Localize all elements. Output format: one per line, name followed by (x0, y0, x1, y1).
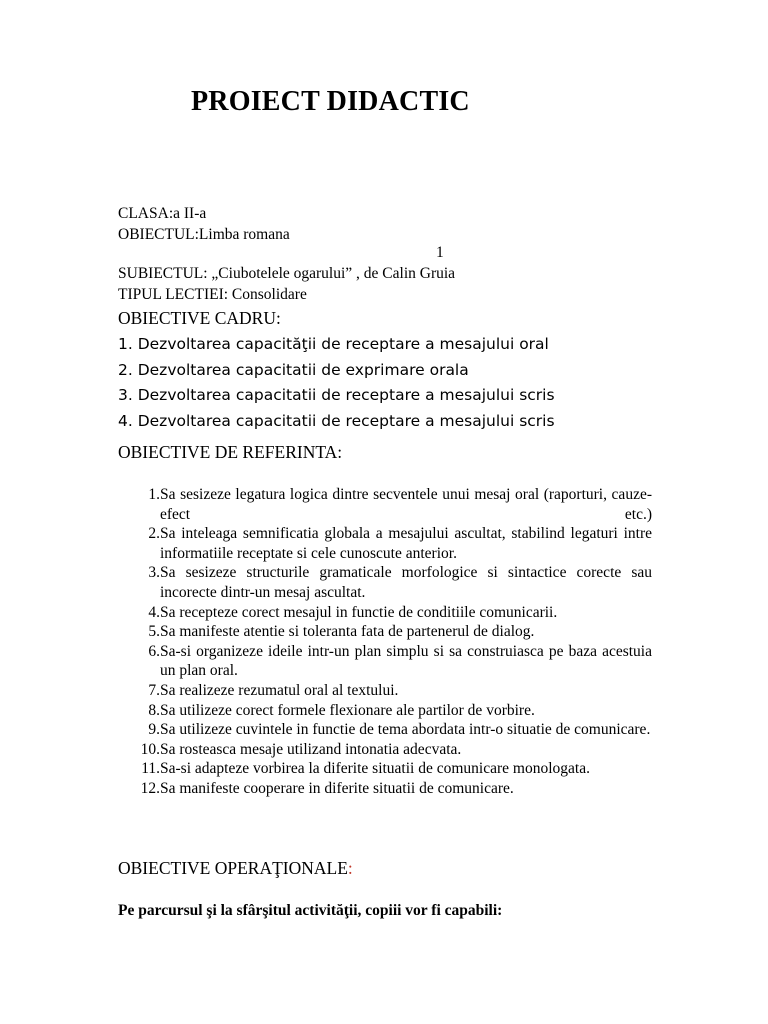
item-text: Sa sesizeze legatura logica dintre secventele unui mesaj oral (raporturi, cauze-efect etc.) (160, 486, 652, 523)
item-number: 6. (148, 642, 160, 660)
item-text: Sa inteleaga semnificatia globala a mesajului ascultat, stabilind legaturi intre informatiile receptate si cele cunoscute anterior. (160, 525, 652, 562)
item-text: Sa utilizeze corect formele flexionare ale partilor de vorbire. (160, 701, 535, 719)
item-text: Sa manifeste cooperare in diferite situatii de comunicare. (160, 779, 514, 797)
list-item (118, 740, 652, 760)
item-text: Sa recepteze corect mesajul in functie de conditiile comunicarii. (160, 603, 558, 621)
item-number: 5. (148, 623, 160, 641)
list-item (118, 642, 652, 681)
framework-objective: 4. Dezvoltarea capacitatii de receptare a mesajului scris (118, 411, 555, 430)
item-text: Sa sesizeze structurile gramaticale morfologice si sintactice corecte sau incorecte dintr-un mesaj ascultat. (160, 564, 652, 601)
list-item (118, 701, 652, 721)
list-item (118, 622, 652, 642)
lesson-type-line: TIPUL LECTIEI: Consolidare (118, 286, 307, 303)
item-number: 9. (148, 721, 160, 739)
item-number: 3. (148, 564, 160, 582)
framework-objective: 1. Dezvoltarea capacităţii de receptare a mesajului oral (118, 335, 549, 353)
item-text: Sa realizeze rezumatul oral al textului. (160, 681, 399, 699)
heading-colon: : (347, 858, 353, 878)
list-item (118, 720, 652, 740)
item-number: 8. (148, 701, 160, 719)
lesson-topic-line: SUBIECTUL: „Ciubotelele ogarului” , de Calin Gruia (118, 265, 456, 282)
item-text: Sa-si adapteze vorbirea la diferite situatii de comunicare monologata. (160, 760, 590, 778)
item-number: 2. (148, 525, 160, 543)
item-text: Sa utilizeze cuvintele in functie de tema abordata intr-o situatie de comunicare. (160, 721, 651, 739)
operational-objectives-heading-text: OBIECTIVE OPERAŢIONALE (118, 858, 348, 878)
reference-objectives-list (118, 485, 652, 799)
item-number: 7. (148, 681, 160, 699)
operational-objectives-heading (118, 858, 353, 879)
list-item (118, 779, 652, 799)
list-item (118, 681, 652, 701)
framework-objective: 2. Dezvoltarea capacitatii de exprimare orala (118, 360, 469, 379)
item-number: 1. (148, 486, 160, 503)
reference-objectives-heading: OBIECTIVE DE REFERINTA: (118, 442, 343, 462)
item-number: 11. (141, 760, 160, 778)
document-title: PROIECT DIDACTIC (191, 86, 470, 117)
subject-area-line: OBIECTUL:Limba romana (118, 226, 290, 243)
list-item (118, 485, 652, 524)
framework-objective: 3. Dezvoltarea capacitatii de receptare a mesajului scris (118, 386, 555, 405)
list-item (118, 759, 652, 779)
list-item (118, 524, 652, 563)
operational-objectives-intro: Pe parcursul şi la sfârşitul activităţii, copiii vor fi capabili: (118, 902, 503, 919)
item-text: Sa manifeste atentie si toleranta fata de partenerul de dialog. (160, 623, 535, 641)
item-number: 12. (140, 779, 160, 797)
item-number: 4. (148, 603, 160, 621)
list-item (118, 563, 652, 602)
framework-objectives-heading: OBIECTIVE CADRU: (118, 308, 281, 328)
page-number: 1 (436, 244, 444, 261)
item-text: Sa-si organizeze ideile intr-un plan simplu si sa construiasca pe baza acestuia un plan oral. (160, 642, 652, 680)
class-line: CLASA:a II-a (118, 205, 207, 222)
item-number: 10. (140, 740, 160, 758)
framework-objectives-list (118, 333, 555, 435)
list-item (118, 603, 652, 623)
item-text: Sa rosteasca mesaje utilizand intonatia adecvata. (160, 740, 462, 758)
